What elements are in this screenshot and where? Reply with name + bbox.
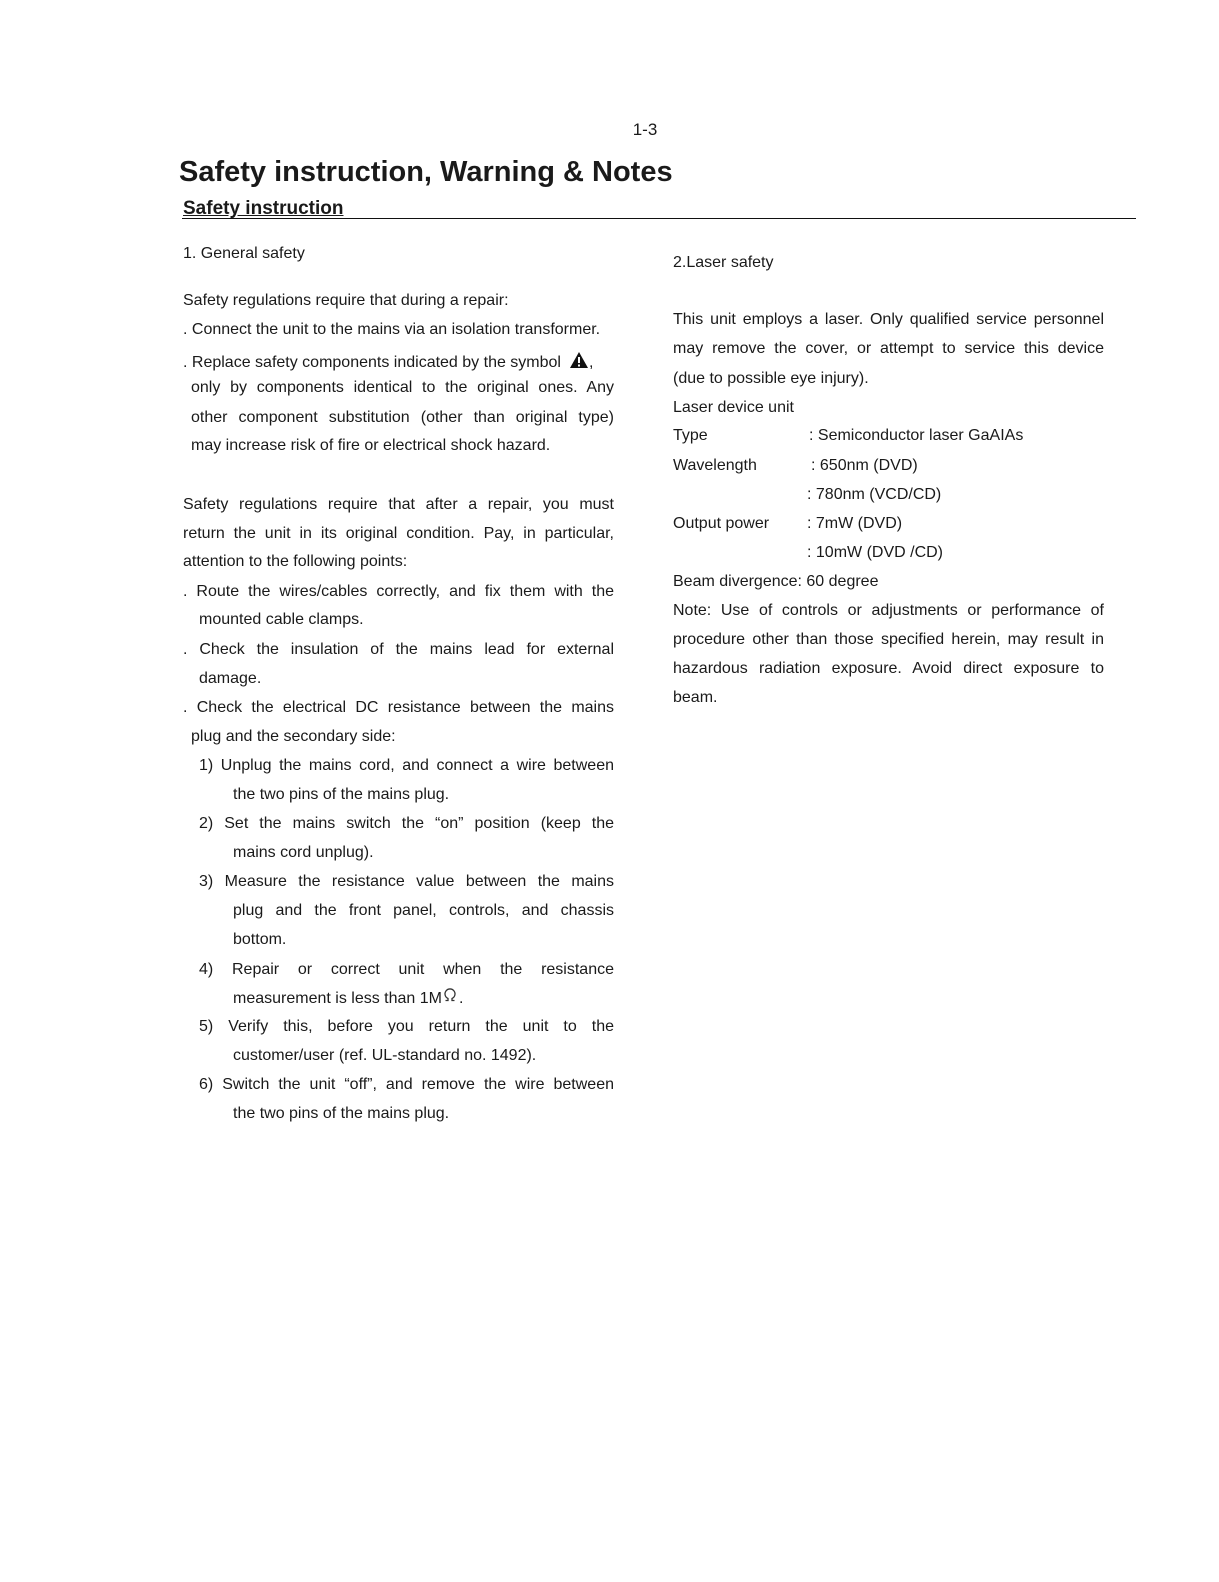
period: . [458,990,464,1007]
laser-intro-line3: (due to possible eye injury). [673,370,869,387]
step-1: 1) Unplug the mains cord, and connect a wire between [199,757,614,774]
after-repair-line1: Safety regulations require that after a repair, you must [183,496,614,513]
ohm-symbol-icon [443,988,457,1002]
laser-device-unit: Laser device unit [673,399,794,416]
page-number: 1-3 [632,120,658,139]
step-5: 5) Verify this, before you return the unit to the [199,1018,614,1035]
bullet-check-insulation: . Check the insulation of the mains lead for external [183,641,614,658]
output-power-value-dvd: : 7mW (DVD) [807,515,903,532]
step-1-line2: the two pins of the mains plug. [233,786,450,803]
wavelength-value-cd: : 780nm (VCD/CD) [807,486,942,503]
bullet-safety-components-line3: other component substitution (other than original type) [191,409,614,426]
note-line3: hazardous radiation exposure. Avoid direct exposure to [673,660,1104,677]
bullet-route-wires: . Route the wires/cables correctly, and fix them with the [183,583,614,600]
bullet-check-insulation-line2: damage. [199,670,262,687]
note-line4: beam. [673,689,718,706]
comma: , [588,354,594,371]
laser-intro-line2: may remove the cover, or attempt to service this device [673,340,1104,357]
bullet-route-wires-line2: mounted cable clamps. [199,611,364,628]
laser-safety-heading: 2.Laser safety [673,254,774,271]
step-5-line2: customer/user (ref. UL-standard no. 1492). [233,1047,537,1064]
step-3: 3) Measure the resistance value between the mains [199,873,614,890]
step-6: 6) Switch the unit “off”, and remove the wire between [199,1076,614,1093]
bullet-safety-components-line4: may increase risk of fire or electrical shock hazard. [191,437,551,454]
step-4-line2 [233,988,463,1009]
general-safety-intro: Safety regulations require that during a repair: [183,292,509,309]
step-3-line3: bottom. [233,931,287,948]
type-label: Type [673,427,708,444]
type-value: : Semiconductor laser GaAIAs [809,427,1024,444]
bullet-isolation-transformer: . Connect the unit to the mains via an isolation transformer. [183,321,601,338]
step-2: 2) Set the mains switch the “on” position (keep the [199,815,614,832]
note-line2: procedure other than those specified herein, may result in [673,631,1104,648]
output-power-value-cd: : 10mW (DVD /CD) [807,544,943,561]
step-4-line2-text: measurement is less than 1M [233,990,442,1007]
heading-rule [182,218,1136,219]
warning-triangle-icon [569,351,589,369]
after-repair-line3: attention to the following points: [183,553,408,570]
general-safety-heading: 1. General safety [183,245,305,262]
bullet-safety-components-line2: only by components identical to the original ones. Any [191,379,614,396]
bullet-dc-resistance: . Check the electrical DC resistance between the mains [183,699,614,716]
beam-divergence: Beam divergence: 60 degree [673,573,879,590]
step-3-line2: plug and the front panel, controls, and chassis [233,902,614,919]
output-power-label: Output power [673,515,770,532]
step-2-line2: mains cord unplug). [233,844,374,861]
laser-intro-line1: This unit employs a laser. Only qualified service personnel [673,311,1104,328]
section-heading: Safety instruction [183,198,344,219]
step-4: 4) Repair or correct unit when the resistance [199,961,614,978]
document-title: Safety instruction, Warning & Notes [179,156,673,188]
bullet-safety-components [183,351,593,373]
bullet-safety-components-text: . Replace safety components indicated by the symbol [183,354,561,371]
wavelength-label: Wavelength [673,457,757,474]
after-repair-line2: return the unit in its original condition. Pay, in particular, [183,525,614,542]
step-6-line2: the two pins of the mains plug. [233,1105,450,1122]
wavelength-value-dvd: : 650nm (DVD) [811,457,918,474]
bullet-dc-resistance-line2: plug and the secondary side: [191,728,396,745]
note-line1: Note: Use of controls or adjustments or performance of [673,602,1104,619]
